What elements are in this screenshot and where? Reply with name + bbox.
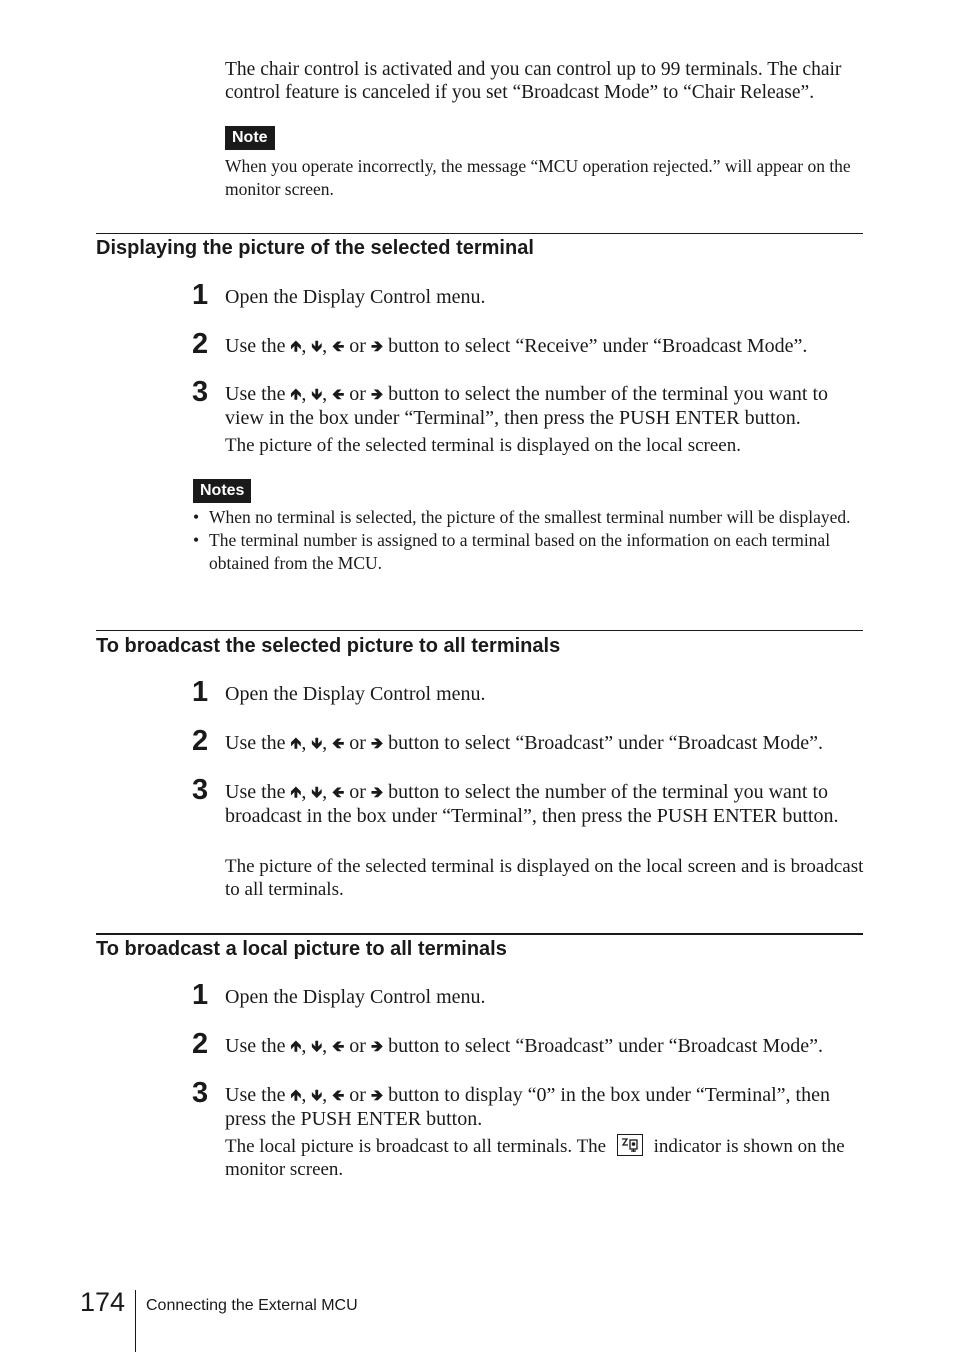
section-heading: To broadcast a local picture to all terminals <box>96 938 507 960</box>
step-number: 2 <box>192 725 209 757</box>
arrow-right-icon: 🡺 <box>370 1086 384 1104</box>
step-number: 1 <box>192 979 209 1011</box>
arrow-up-icon: 🡹 <box>290 385 302 403</box>
step-number: 3 <box>192 774 209 806</box>
arrow-up-icon: 🡹 <box>290 1086 302 1104</box>
step-text: Use the 🡹, 🡻, 🡸 or 🡺 button to select “Broadcast” under “Broadcast Mode”. <box>225 732 823 754</box>
step-text: Open the Display Control menu. <box>225 683 486 705</box>
step-result: The local picture is broadcast to all terminals. The indicator is shown on the monitor screen. <box>225 1136 845 1180</box>
arrow-up-icon: 🡹 <box>290 1037 302 1055</box>
footer-divider <box>135 1290 136 1352</box>
footer-section-title: Connecting the External MCU <box>146 1297 358 1314</box>
step-text: Use the 🡹, 🡻, 🡸 or 🡺 button to select “Broadcast” under “Broadcast Mode”. <box>225 1035 823 1057</box>
step-result: The picture of the selected terminal is displayed on the local screen and is broadcast to all terminals. <box>225 856 864 900</box>
arrow-right-icon: 🡺 <box>370 783 384 801</box>
section-heading: To broadcast the selected picture to all terminals <box>96 635 561 657</box>
arrow-down-icon: 🡻 <box>311 337 323 355</box>
page-number: 174 <box>80 1287 126 1317</box>
arrow-up-icon: 🡹 <box>290 734 302 752</box>
step-number: 3 <box>192 376 209 408</box>
arrow-down-icon: 🡻 <box>311 385 323 403</box>
step-text: Use the 🡹, 🡻, 🡸 or 🡺 button to select the number of the terminal you want to broadcast in the box under “Terminal”, then press the PUSH ENTER button. <box>225 781 839 827</box>
arrow-down-icon: 🡻 <box>311 1086 323 1104</box>
step-text: Open the Display Control menu. <box>225 986 486 1008</box>
step-text: Open the Display Control menu. <box>225 286 486 308</box>
arrow-right-icon: 🡺 <box>370 385 384 403</box>
arrow-left-icon: 🡸 <box>332 385 345 403</box>
step-number: 3 <box>192 1077 209 1109</box>
arrow-left-icon: 🡸 <box>332 337 345 355</box>
arrow-left-icon: 🡸 <box>332 734 345 752</box>
list-item: • The terminal number is assigned to a terminal based on the information on each terminal obtained from the MCU. <box>193 530 831 573</box>
step-number: 2 <box>192 328 209 360</box>
arrow-up-icon: 🡹 <box>290 783 302 801</box>
arrow-left-icon: 🡸 <box>332 783 345 801</box>
arrow-down-icon: 🡻 <box>311 783 323 801</box>
step-text: Use the 🡹, 🡻, 🡸 or 🡺 button to display “0” in the box under “Terminal”, then press the PUSH ENTER button. <box>225 1084 830 1130</box>
step-number: 1 <box>192 676 209 708</box>
section-rule <box>96 233 863 234</box>
step-result: The picture of the selected terminal is displayed on the local screen. <box>225 435 741 456</box>
arrow-right-icon: 🡺 <box>370 1037 384 1055</box>
arrow-down-icon: 🡻 <box>311 1037 323 1055</box>
step-text: Use the 🡹, 🡻, 🡸 or 🡺 button to select the number of the terminal you want to view in the box under “Terminal”, then press the PUSH ENTER button. <box>225 383 829 429</box>
arrow-left-icon: 🡸 <box>332 1086 345 1104</box>
section-heading: Displaying the picture of the selected terminal <box>96 237 534 259</box>
arrow-up-icon: 🡹 <box>290 337 302 355</box>
section-rule <box>96 933 863 935</box>
list-item: • When no terminal is selected, the picture of the smallest terminal number will be displayed. <box>193 507 851 527</box>
arrow-down-icon: 🡻 <box>311 734 323 752</box>
intro-paragraph: The chair control is activated and you can control up to 99 terminals. The chair control feature is canceled if you set “Broadcast Mode” to “Chair Release”. <box>225 59 842 103</box>
arrow-left-icon: 🡸 <box>332 1037 345 1055</box>
notes-list <box>193 506 853 575</box>
step-number: 2 <box>192 1028 209 1060</box>
step-number: 1 <box>192 279 209 311</box>
broadcast-indicator-icon <box>617 1134 643 1156</box>
arrow-right-icon: 🡺 <box>370 337 384 355</box>
note-text: When you operate incorrectly, the message “MCU operation rejected.” will appear on the monitor screen. <box>225 156 851 199</box>
step-text: Use the 🡹, 🡻, 🡸 or 🡺 button to select “Receive” under “Broadcast Mode”. <box>225 335 808 357</box>
arrow-right-icon: 🡺 <box>370 734 384 752</box>
section-rule <box>96 630 863 631</box>
notes-label: Notes <box>193 479 251 503</box>
note-label: Note <box>225 126 275 150</box>
